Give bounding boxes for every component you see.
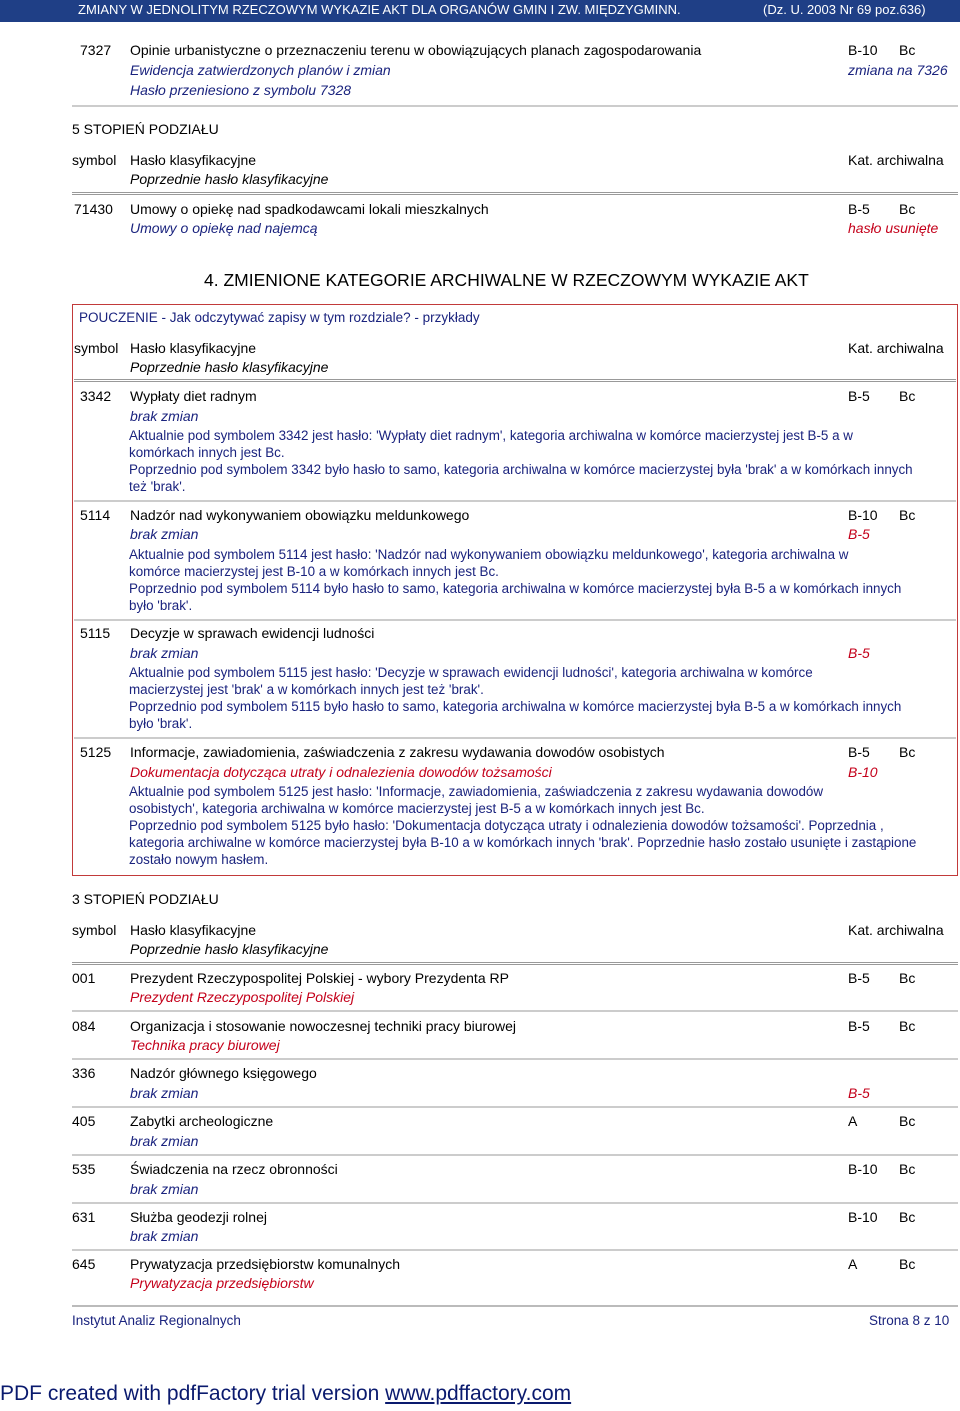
header-band <box>0 0 960 22</box>
divider <box>72 1106 958 1108</box>
row-cat1: B-5 <box>848 1018 870 1034</box>
col-kat: Kat. archiwalna <box>848 152 944 168</box>
col-kat: Kat. archiwalna <box>848 340 944 356</box>
row-title: Służba geodezji rolnej <box>130 1209 267 1225</box>
row-cat1: B-5 <box>848 970 870 986</box>
row-sub: Technika pracy biurowej <box>130 1037 280 1053</box>
row-symbol: 535 <box>72 1161 96 1177</box>
divider <box>72 1010 958 1012</box>
col-symbol: symbol <box>74 340 119 356</box>
col-haslo: Hasło klasyfikacyjne <box>130 340 257 356</box>
row-sub: Prywatyzacja przedsiębiorstw <box>130 1275 314 1291</box>
row-explanation-current: Aktualnie pod symbolem 3342 jest hasło: 'Wypłaty diet radnym', kategoria archiwalna w komórce macierzystej jest B-5 a w komórkach innych jest Bc. <box>129 428 853 460</box>
header-rule <box>72 192 958 195</box>
row-symbol: 5125 <box>80 744 112 760</box>
row-title: Prywatyzacja przedsiębiorstw komunalnych <box>130 1256 400 1272</box>
row-sub: brak zmian <box>130 1181 199 1197</box>
row-explanation-previous: Poprzednio pod symbolem 5125 było hasło: 'Dokumentacja dotycząca utraty i odnalezienia dowodów tożsamości'. Poprzednia , kategoria archiwalne w komórce macierzystej była B-10 a w komórkach innych 'brak'. Poprzednie hasło zostało usunięte i zastąpione zostało nowym hasłem. <box>129 818 917 867</box>
row-explanation-current: Aktualnie pod symbolem 5125 jest hasło: 'Informacje, zawiadomienia, zaświadczenia z zakresu wydawania dowodów osobistych', kategoria archiwalna w komórce macierzystej jest B-5 a w komórkach innych jest Bc. <box>129 784 824 816</box>
divider <box>72 1058 958 1060</box>
row-cat2: Bc <box>899 1256 916 1272</box>
section-title: 5 STOPIEŃ PODZIAŁU <box>72 121 219 137</box>
row-prev: Umowy o opiekę nad najemcą <box>130 220 318 236</box>
divider <box>72 1249 958 1251</box>
divider <box>74 500 956 502</box>
instruction: POUCZENIE - Jak odczytywać zapisy w tym rozdziale? - przykłady <box>79 310 480 325</box>
row-cat1: B-10 <box>848 1209 878 1225</box>
row-title: Nadzór głównego księgowego <box>130 1065 317 1081</box>
col-haslo: Hasło klasyfikacyjne <box>130 922 257 938</box>
row-title: Umowy o opiekę nad spadkodawcami lokali mieszkalnych <box>130 201 489 217</box>
watermark-link[interactable]: www.pdffactory.com <box>385 1382 572 1405</box>
row-change: brak zmian <box>130 645 199 661</box>
col-prev: Poprzednie hasło klasyfikacyjne <box>130 359 329 375</box>
row-explanation-current: Aktualnie pod symbolem 5115 jest hasło: 'Decyzje w sprawach ewidencji ludności', kategoria archiwalna w komórce macierzystej jest 'brak' a w komórkach innych jest też 'brak'. <box>129 665 813 697</box>
row-cat2: Bc <box>899 1113 916 1129</box>
row-cat1: A <box>848 1113 858 1129</box>
row-title: Nadzór nad wykonywaniem obowiązku meldunkowego <box>130 507 470 523</box>
row-cat2: Bc <box>899 1161 916 1177</box>
row-cat2: Bc <box>899 201 916 217</box>
chapter-title: 4. ZMIENIONE KATEGORIE ARCHIWALNE W RZECZOWYM WYKAZIE AKT <box>204 270 809 290</box>
col-prev: Poprzednie hasło klasyfikacyjne <box>130 171 329 187</box>
col-symbol: symbol <box>72 922 117 938</box>
entry-line3: Hasło przeniesiono z symbolu 7328 <box>130 82 352 98</box>
row-cat2: Bc <box>899 507 916 523</box>
entry-cat2: Bc <box>899 42 916 58</box>
header-ref: (Dz. U. 2003 Nr 69 poz.636) <box>763 2 926 17</box>
row-cat2: Bc <box>899 744 916 760</box>
row-symbol: 336 <box>72 1065 96 1081</box>
row-cat1: B-5 <box>848 744 870 760</box>
row-old-cat: B-5 <box>848 526 870 542</box>
header-rule <box>74 379 956 382</box>
row-sub-cat: B-5 <box>848 1085 870 1101</box>
row-title: Świadczenia na rzecz obronności <box>130 1161 338 1177</box>
row-explanation-previous: Poprzednio pod symbolem 3342 było hasło to samo, kategoria archiwalna w komórce macierzystej była 'brak' a w komórkach innych też 'brak'. <box>129 462 913 494</box>
row-sub: brak zmian <box>130 1133 199 1149</box>
row-sub: Prezydent Rzeczypospolitej Polskiej <box>130 989 355 1005</box>
row-symbol: 405 <box>72 1113 96 1129</box>
row-cat1: B-5 <box>848 388 870 404</box>
row-symbol: 001 <box>72 970 96 986</box>
entry-line2: Ewidencja zatwierdzonych planów i zmian <box>130 62 391 78</box>
col-haslo: Hasło klasyfikacyjne <box>130 152 257 168</box>
row-old-cat: B-10 <box>848 764 878 780</box>
divider <box>72 1154 958 1156</box>
watermark-text: PDF created with pdfFactory trial version <box>0 1382 380 1405</box>
row-cat2: Bc <box>899 388 916 404</box>
row-title: Organizacja i stosowanie nowoczesnej techniki pracy biurowej <box>130 1018 516 1034</box>
row-sub: brak zmian <box>130 1228 199 1244</box>
row-title: Informacje, zawiadomienia, zaświadczenia z zakresu wydawania dowodów osobistych <box>130 744 665 760</box>
row-symbol: 645 <box>72 1256 96 1272</box>
row-symbol: 3342 <box>80 388 112 404</box>
row-symbol: 084 <box>72 1018 96 1034</box>
row-change: brak zmian <box>130 408 199 424</box>
footer-left: Instytut Analiz Regionalnych <box>72 1313 241 1328</box>
row-old-cat: B-5 <box>848 645 870 661</box>
row-symbol: 5114 <box>80 507 111 523</box>
entry-cat1: B-10 <box>848 42 878 58</box>
row-sub: brak zmian <box>130 1085 199 1101</box>
row-symbol: 71430 <box>74 201 113 217</box>
row-cat1: A <box>848 1256 858 1272</box>
row-change: brak zmian <box>130 526 199 542</box>
row-cat1: B-5 <box>848 201 870 217</box>
divider <box>72 105 958 107</box>
row-change: Dokumentacja dotycząca utraty i odnalezienia dowodów tożsamości <box>130 764 552 780</box>
row-title: Decyzje w sprawach ewidencji ludności <box>130 625 375 641</box>
row-note: hasło usunięte <box>848 220 939 236</box>
row-cat1: B-10 <box>848 1161 878 1177</box>
pdf-watermark <box>0 1382 571 1406</box>
row-explanation-previous: Poprzednio pod symbolem 5114 było hasło to samo, kategoria archiwalna w komórce macierzystej była B-5 a w komórkach innych było 'brak'. <box>129 581 902 613</box>
row-symbol: 631 <box>72 1209 96 1225</box>
entry-title: Opinie urbanistyczne o przeznaczeniu terenu w obowiązujących planach zagospodarowania <box>130 42 702 58</box>
row-title: Prezydent Rzeczypospolitej Polskiej - wybory Prezydenta RP <box>130 970 509 986</box>
row-cat2: Bc <box>899 970 916 986</box>
row-title: Wypłaty diet radnym <box>130 388 257 404</box>
col-symbol: symbol <box>72 152 117 168</box>
row-cat1: B-10 <box>848 507 878 523</box>
divider <box>72 1202 958 1204</box>
divider <box>74 619 956 621</box>
row-cat2: Bc <box>899 1018 916 1034</box>
row-title: Zabytki archeologiczne <box>130 1113 274 1129</box>
section-title: 3 STOPIEŃ PODZIAŁU <box>72 891 219 907</box>
footer-page: Strona 8 z 10 <box>869 1313 950 1328</box>
header-title: ZMIANY W JEDNOLITYM RZECZOWYM WYKAZIE AKT DLA ORGANÓW GMIN I ZW. MIĘDZYGMINN. <box>78 2 681 17</box>
row-symbol: 5115 <box>80 625 111 641</box>
col-prev: Poprzednie hasło klasyfikacyjne <box>130 941 329 957</box>
row-explanation-current: Aktualnie pod symbolem 5114 jest hasło: 'Nadzór nad wykonywaniem obowiązku meldunkowego', kategoria archiwalna w komórce macierzystej jest B-10 a w komórkach innych jest Bc. <box>129 547 849 579</box>
entry-symbol: 7327 <box>80 42 112 58</box>
entry-line2-right: zmiana na 7326 <box>848 62 948 78</box>
divider <box>74 737 956 739</box>
row-cat2: Bc <box>899 1209 916 1225</box>
header-rule <box>72 962 958 965</box>
row-explanation-previous: Poprzednio pod symbolem 5115 było hasło to samo, kategoria archiwalna w komórce macierzystej była B-5 a w komórkach innych było 'brak'. <box>129 699 902 731</box>
col-kat: Kat. archiwalna <box>848 922 944 938</box>
footer-rule <box>72 1305 958 1307</box>
